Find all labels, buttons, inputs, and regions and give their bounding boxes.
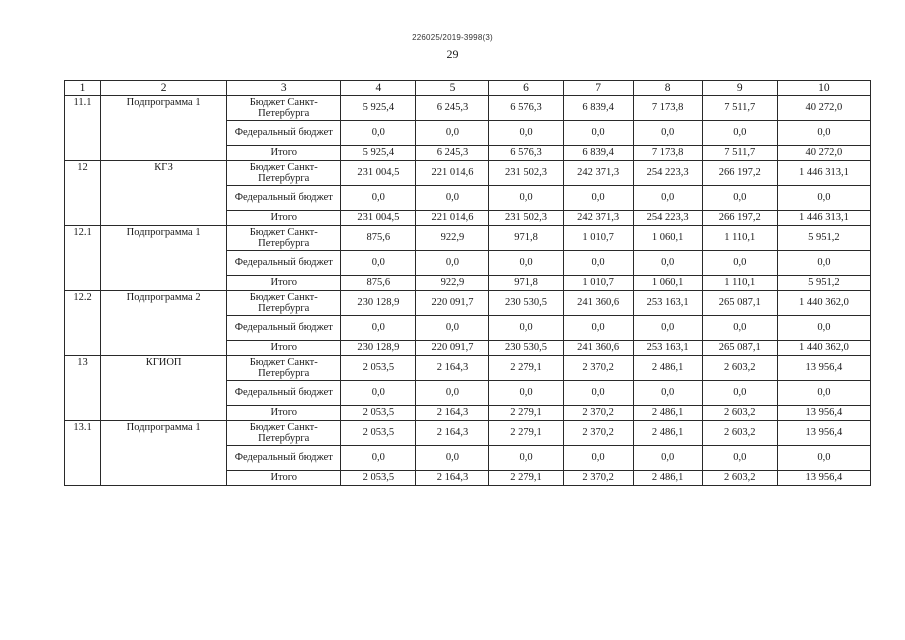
amount-cell: 0,0 bbox=[341, 381, 416, 406]
amount-cell: 231 004,5 bbox=[341, 211, 416, 226]
amount-cell: 1 060,1 bbox=[633, 226, 702, 251]
table-row bbox=[65, 226, 871, 251]
amount-cell: 220 091,7 bbox=[416, 291, 489, 316]
amount-cell: 0,0 bbox=[563, 381, 633, 406]
amount-cell: 230 128,9 bbox=[341, 341, 416, 356]
amount-cell: 242 371,3 bbox=[563, 161, 633, 186]
table-row bbox=[65, 96, 871, 121]
funding-source: Итого bbox=[227, 341, 341, 356]
amount-cell: 2 486,1 bbox=[633, 356, 702, 381]
column-header-2: 2 bbox=[101, 81, 227, 96]
amount-cell: 2 370,2 bbox=[563, 356, 633, 381]
row-number: 12 bbox=[65, 161, 101, 226]
funding-source: Бюджет Санкт-Петербурга bbox=[227, 421, 341, 446]
column-header-7: 7 bbox=[563, 81, 633, 96]
amount-cell: 0,0 bbox=[563, 121, 633, 146]
row-number: 11.1 bbox=[65, 96, 101, 161]
table-row bbox=[65, 291, 871, 316]
amount-cell: 1 010,7 bbox=[563, 226, 633, 251]
amount-cell: 221 014,6 bbox=[416, 161, 489, 186]
amount-cell: 1 446 313,1 bbox=[777, 211, 870, 226]
header-row bbox=[65, 81, 871, 96]
amount-cell: 254 223,3 bbox=[633, 211, 702, 226]
amount-cell: 220 091,7 bbox=[416, 341, 489, 356]
amount-cell: 0,0 bbox=[416, 381, 489, 406]
program-name: КГИОП bbox=[101, 356, 227, 421]
amount-cell: 2 603,2 bbox=[702, 421, 777, 446]
funding-source: Итого bbox=[227, 471, 341, 486]
amount-cell: 0,0 bbox=[702, 381, 777, 406]
table-row bbox=[65, 421, 871, 446]
program-name: Подпрограмма 1 bbox=[101, 421, 227, 486]
amount-cell: 7 511,7 bbox=[702, 96, 777, 121]
amount-cell: 1 440 362,0 bbox=[777, 291, 870, 316]
column-header-4: 4 bbox=[341, 81, 416, 96]
amount-cell: 0,0 bbox=[702, 316, 777, 341]
amount-cell: 2 053,5 bbox=[341, 471, 416, 486]
amount-cell: 2 164,3 bbox=[416, 471, 489, 486]
funding-source: Итого bbox=[227, 276, 341, 291]
amount-cell: 2 053,5 bbox=[341, 356, 416, 381]
amount-cell: 0,0 bbox=[702, 251, 777, 276]
amount-cell: 2 603,2 bbox=[702, 471, 777, 486]
amount-cell: 1 440 362,0 bbox=[777, 341, 870, 356]
amount-cell: 0,0 bbox=[777, 316, 870, 341]
funding-source: Бюджет Санкт-Петербурга bbox=[227, 356, 341, 381]
amount-cell: 0,0 bbox=[489, 121, 563, 146]
funding-source: Федеральный бюджет bbox=[227, 381, 341, 406]
amount-cell: 265 087,1 bbox=[702, 341, 777, 356]
amount-cell: 2 053,5 bbox=[341, 421, 416, 446]
amount-cell: 254 223,3 bbox=[633, 161, 702, 186]
column-header-3: 3 bbox=[227, 81, 341, 96]
program-name: Подпрограмма 2 bbox=[101, 291, 227, 356]
funding-source: Федеральный бюджет bbox=[227, 251, 341, 276]
funding-source: Бюджет Санкт-Петербурга bbox=[227, 291, 341, 316]
amount-cell: 2 279,1 bbox=[489, 471, 563, 486]
amount-cell: 2 370,2 bbox=[563, 421, 633, 446]
amount-cell: 0,0 bbox=[489, 381, 563, 406]
amount-cell: 5 951,2 bbox=[777, 276, 870, 291]
amount-cell: 265 087,1 bbox=[702, 291, 777, 316]
amount-cell: 0,0 bbox=[633, 251, 702, 276]
amount-cell: 6 576,3 bbox=[489, 146, 563, 161]
amount-cell: 5 925,4 bbox=[341, 96, 416, 121]
amount-cell: 5 925,4 bbox=[341, 146, 416, 161]
amount-cell: 0,0 bbox=[489, 186, 563, 211]
amount-cell: 6 576,3 bbox=[489, 96, 563, 121]
amount-cell: 7 173,8 bbox=[633, 146, 702, 161]
amount-cell: 1 110,1 bbox=[702, 226, 777, 251]
funding-source: Бюджет Санкт-Петербурга bbox=[227, 226, 341, 251]
amount-cell: 241 360,6 bbox=[563, 341, 633, 356]
amount-cell: 266 197,2 bbox=[702, 161, 777, 186]
amount-cell: 1 110,1 bbox=[702, 276, 777, 291]
amount-cell: 971,8 bbox=[489, 226, 563, 251]
amount-cell: 231 004,5 bbox=[341, 161, 416, 186]
program-name: Подпрограмма 1 bbox=[101, 226, 227, 291]
column-header-1: 1 bbox=[65, 81, 101, 96]
amount-cell: 221 014,6 bbox=[416, 211, 489, 226]
amount-cell: 1 010,7 bbox=[563, 276, 633, 291]
amount-cell: 2 164,3 bbox=[416, 421, 489, 446]
amount-cell: 0,0 bbox=[489, 251, 563, 276]
amount-cell: 5 951,2 bbox=[777, 226, 870, 251]
amount-cell: 875,6 bbox=[341, 226, 416, 251]
amount-cell: 6 839,4 bbox=[563, 96, 633, 121]
amount-cell: 2 486,1 bbox=[633, 406, 702, 421]
amount-cell: 0,0 bbox=[563, 251, 633, 276]
amount-cell: 2 603,2 bbox=[702, 406, 777, 421]
amount-cell: 1 060,1 bbox=[633, 276, 702, 291]
amount-cell: 266 197,2 bbox=[702, 211, 777, 226]
column-header-9: 9 bbox=[702, 81, 777, 96]
amount-cell: 0,0 bbox=[341, 251, 416, 276]
funding-source: Итого bbox=[227, 146, 341, 161]
amount-cell: 13 956,4 bbox=[777, 421, 870, 446]
amount-cell: 0,0 bbox=[416, 446, 489, 471]
row-number: 13.1 bbox=[65, 421, 101, 486]
amount-cell: 230 530,5 bbox=[489, 341, 563, 356]
funding-source: Итого bbox=[227, 211, 341, 226]
amount-cell: 0,0 bbox=[563, 316, 633, 341]
budget-table bbox=[64, 80, 871, 486]
amount-cell: 0,0 bbox=[341, 446, 416, 471]
amount-cell: 0,0 bbox=[633, 446, 702, 471]
amount-cell: 0,0 bbox=[777, 446, 870, 471]
amount-cell: 0,0 bbox=[341, 121, 416, 146]
amount-cell: 1 446 313,1 bbox=[777, 161, 870, 186]
column-header-6: 6 bbox=[489, 81, 563, 96]
amount-cell: 0,0 bbox=[702, 446, 777, 471]
amount-cell: 922,9 bbox=[416, 276, 489, 291]
amount-cell: 253 163,1 bbox=[633, 341, 702, 356]
funding-source: Федеральный бюджет bbox=[227, 186, 341, 211]
amount-cell: 0,0 bbox=[416, 316, 489, 341]
table-row bbox=[65, 356, 871, 381]
amount-cell: 230 530,5 bbox=[489, 291, 563, 316]
amount-cell: 6 245,3 bbox=[416, 96, 489, 121]
amount-cell: 40 272,0 bbox=[777, 96, 870, 121]
amount-cell: 241 360,6 bbox=[563, 291, 633, 316]
amount-cell: 231 502,3 bbox=[489, 161, 563, 186]
row-number: 12.2 bbox=[65, 291, 101, 356]
amount-cell: 0,0 bbox=[341, 316, 416, 341]
amount-cell: 13 956,4 bbox=[777, 406, 870, 421]
program-name: Подпрограмма 1 bbox=[101, 96, 227, 161]
funding-source: Федеральный бюджет bbox=[227, 121, 341, 146]
amount-cell: 875,6 bbox=[341, 276, 416, 291]
amount-cell: 0,0 bbox=[633, 316, 702, 341]
amount-cell: 6 839,4 bbox=[563, 146, 633, 161]
amount-cell: 2 603,2 bbox=[702, 356, 777, 381]
document-id: 226025/2019-3998(3) bbox=[412, 33, 493, 42]
column-header-10: 10 bbox=[777, 81, 870, 96]
amount-cell: 0,0 bbox=[416, 121, 489, 146]
amount-cell: 0,0 bbox=[563, 186, 633, 211]
funding-source: Федеральный бюджет bbox=[227, 316, 341, 341]
amount-cell: 0,0 bbox=[777, 381, 870, 406]
table-row bbox=[65, 161, 871, 186]
amount-cell: 230 128,9 bbox=[341, 291, 416, 316]
funding-source: Бюджет Санкт-Петербурга bbox=[227, 161, 341, 186]
amount-cell: 13 956,4 bbox=[777, 356, 870, 381]
amount-cell: 0,0 bbox=[416, 251, 489, 276]
amount-cell: 2 486,1 bbox=[633, 421, 702, 446]
amount-cell: 7 173,8 bbox=[633, 96, 702, 121]
amount-cell: 0,0 bbox=[702, 121, 777, 146]
amount-cell: 0,0 bbox=[489, 316, 563, 341]
amount-cell: 2 486,1 bbox=[633, 471, 702, 486]
amount-cell: 922,9 bbox=[416, 226, 489, 251]
amount-cell: 0,0 bbox=[702, 186, 777, 211]
amount-cell: 2 164,3 bbox=[416, 406, 489, 421]
amount-cell: 2 279,1 bbox=[489, 421, 563, 446]
amount-cell: 13 956,4 bbox=[777, 471, 870, 486]
column-header-5: 5 bbox=[416, 81, 489, 96]
row-number: 12.1 bbox=[65, 226, 101, 291]
amount-cell: 0,0 bbox=[777, 186, 870, 211]
amount-cell: 0,0 bbox=[777, 121, 870, 146]
amount-cell: 7 511,7 bbox=[702, 146, 777, 161]
funding-source: Бюджет Санкт-Петербурга bbox=[227, 96, 341, 121]
amount-cell: 0,0 bbox=[633, 381, 702, 406]
amount-cell: 242 371,3 bbox=[563, 211, 633, 226]
amount-cell: 0,0 bbox=[563, 446, 633, 471]
amount-cell: 0,0 bbox=[777, 251, 870, 276]
amount-cell: 40 272,0 bbox=[777, 146, 870, 161]
amount-cell: 2 053,5 bbox=[341, 406, 416, 421]
amount-cell: 0,0 bbox=[341, 186, 416, 211]
amount-cell: 0,0 bbox=[633, 121, 702, 146]
amount-cell: 0,0 bbox=[416, 186, 489, 211]
amount-cell: 2 164,3 bbox=[416, 356, 489, 381]
amount-cell: 2 370,2 bbox=[563, 406, 633, 421]
row-number: 13 bbox=[65, 356, 101, 421]
funding-source: Итого bbox=[227, 406, 341, 421]
amount-cell: 0,0 bbox=[633, 186, 702, 211]
amount-cell: 2 370,2 bbox=[563, 471, 633, 486]
amount-cell: 231 502,3 bbox=[489, 211, 563, 226]
column-header-8: 8 bbox=[633, 81, 702, 96]
amount-cell: 971,8 bbox=[489, 276, 563, 291]
amount-cell: 2 279,1 bbox=[489, 406, 563, 421]
amount-cell: 253 163,1 bbox=[633, 291, 702, 316]
page-number: 29 bbox=[446, 47, 459, 61]
program-name: КГЗ bbox=[101, 161, 227, 226]
amount-cell: 0,0 bbox=[489, 446, 563, 471]
amount-cell: 2 279,1 bbox=[489, 356, 563, 381]
amount-cell: 6 245,3 bbox=[416, 146, 489, 161]
funding-source: Федеральный бюджет bbox=[227, 446, 341, 471]
table-body bbox=[65, 81, 871, 486]
